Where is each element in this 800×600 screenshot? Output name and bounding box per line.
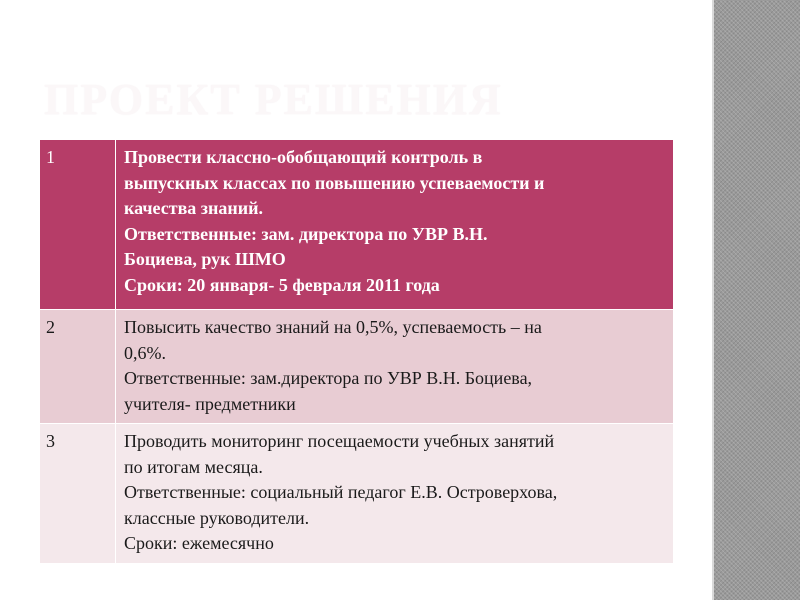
row-text — [116, 140, 674, 310]
row-text-line: Ответственные: зам.директора по УВР В.Н. Боциева, — [124, 368, 533, 388]
row-text-line: учителя- предметники — [124, 393, 296, 414]
row-text-line: Провести классно-обобщающий контроль в — [124, 147, 483, 167]
side-strip-edge — [712, 0, 714, 600]
row-text-line: Сроки: 20 января- 5 февраля 2011 года — [124, 274, 440, 295]
row-number: 1 — [40, 140, 116, 310]
row-text-line: 0,6%. — [124, 342, 166, 363]
row-text-line: Повысить качество знаний на 0,5%, успеваемость – на — [124, 317, 542, 337]
row-text-line: Боциева, рук ШМО — [124, 249, 286, 269]
row-number: 3 — [40, 424, 116, 564]
row-text-line: выпускных классах по повышению успеваемости и — [124, 172, 545, 193]
row-text-line: классные руководители. — [124, 507, 310, 528]
row-text — [116, 310, 674, 424]
table-row — [40, 310, 674, 424]
table-row — [40, 140, 674, 310]
table-row — [40, 424, 674, 564]
row-text-line: Ответственные: социальный педагог Е.В. Островерхова, — [124, 482, 558, 502]
row-text — [116, 424, 674, 564]
row-text-line: по итогам месяца. — [124, 456, 263, 477]
row-number: 2 — [40, 310, 116, 424]
row-text-line: качества знаний. — [124, 198, 264, 218]
slide-title: ПРОЕКТ РЕШЕНИЯ — [44, 75, 503, 124]
decision-table — [39, 139, 674, 564]
row-text-line: Сроки: ежемесячно — [124, 533, 274, 553]
row-text-line: Проводить мониторинг посещаемости учебных занятий — [124, 431, 555, 451]
decorative-side-strip — [712, 0, 800, 600]
row-text-line: Ответственные: зам. директора по УВР В.Н. — [124, 223, 488, 244]
